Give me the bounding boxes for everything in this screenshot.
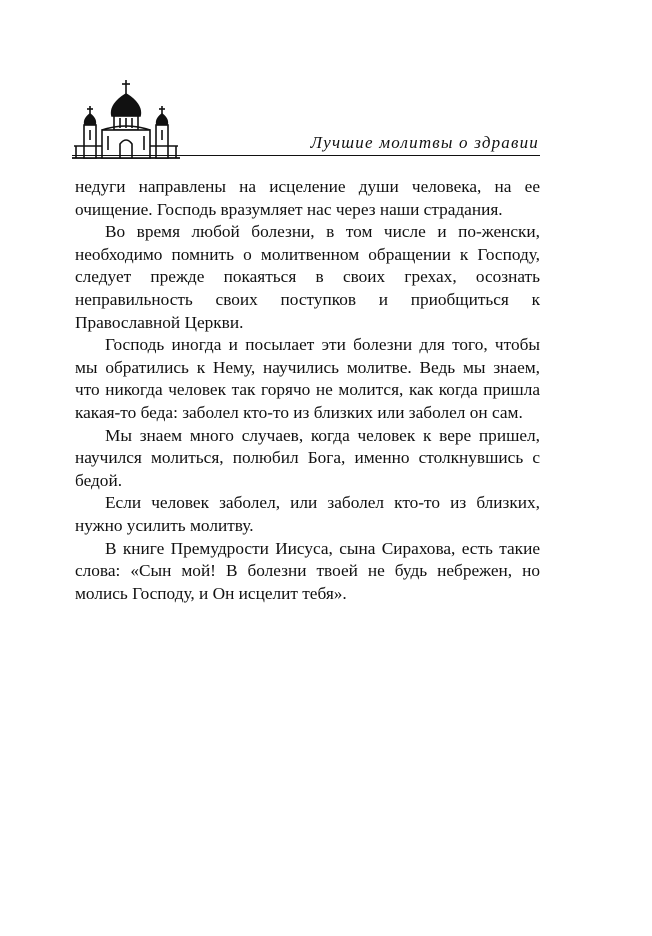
paragraph-2: Во время любой болезни, в том числе и по-женски, необходимо помнить о молитвенном обращении к Господу, следует прежде покаяться в своих грехах, осознать неправильность своих поступков и приобщиться к Православной Церкви. — [75, 222, 540, 332]
paragraph-1: недуги направлены на исцеление души человека, на ее очищение. Господь вразумляет нас через наши страдания. — [75, 177, 540, 219]
paragraph-6: В книге Премудрости Иисуса, сына Сирахова, есть такие слова: «Сын мой! В болезни твоей не будь небрежен, но молись Господу, и Он исцелит тебя». — [75, 538, 540, 603]
page-header — [0, 0, 652, 170]
paragraph-3: Господь иногда и посылает эти болезни для того, чтобы мы обратились к Нему, научились молитве. Ведь мы знаем, что никогда человек так горячо не молится, как когда пришла какая-то беда: заболел кто-то из близких или заболел он сам. — [75, 335, 540, 422]
header-rule — [72, 155, 540, 156]
paragraph-4: Мы знаем много случаев, когда человек к вере пришел, научился молиться, полюбил Бога, именно столкнувшись с бедой. — [75, 425, 540, 490]
paragraph-5: Если человек заболел, или заболел кто-то из близких, нужно усилить молитву. — [75, 493, 540, 535]
church-domes-icon — [72, 78, 180, 160]
running-title: Лучшие молитвы о здравии — [310, 133, 539, 152]
body-text — [75, 176, 540, 605]
